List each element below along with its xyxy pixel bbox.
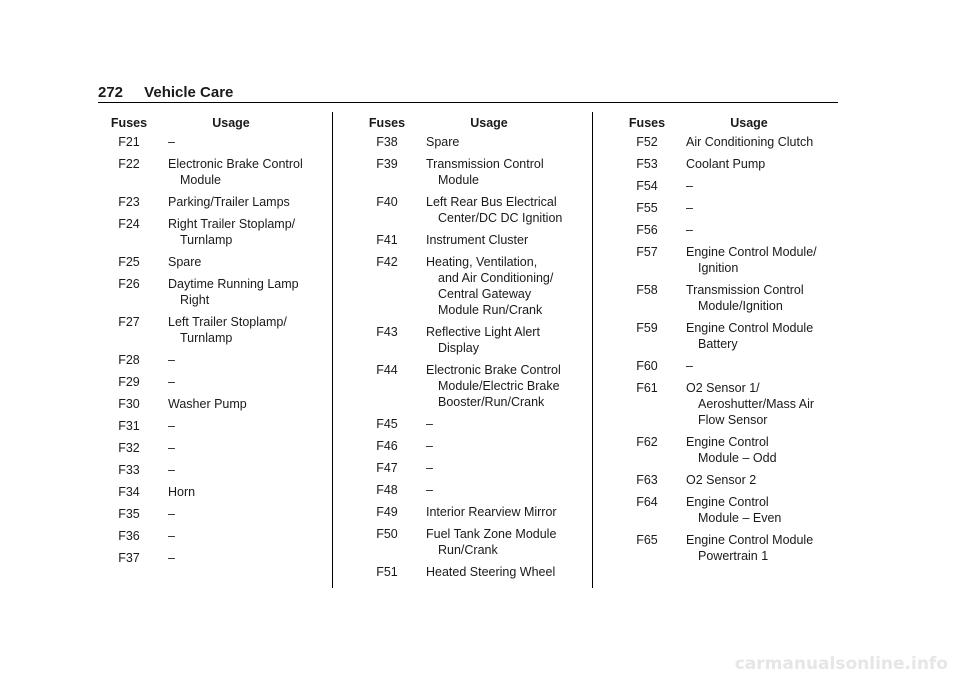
fuse-usage	[160, 134, 306, 150]
fuse-usage-line: Reflective Light Alert	[426, 325, 540, 339]
fuse-id: F30	[118, 397, 140, 411]
fuse-usage-line: O2 Sensor 1/	[686, 381, 760, 395]
fuse-id: F31	[118, 419, 140, 433]
fuse-usage-line: Module	[438, 173, 479, 187]
fuse-row	[356, 482, 596, 498]
fuse-row	[356, 134, 596, 150]
fuse-row	[616, 134, 856, 150]
fuse-row	[616, 320, 856, 352]
fuse-usage	[418, 504, 564, 520]
fuse-table-column-2	[356, 112, 596, 586]
fuse-usage-line: Module	[180, 173, 221, 187]
fuse-usage-line: Daytime Running Lamp	[168, 277, 299, 291]
fuse-row	[616, 200, 856, 216]
fuse-usage-line: Module – Odd	[698, 451, 777, 465]
fuse-row	[98, 550, 338, 566]
fuse-id: F26	[118, 277, 140, 291]
fuse-usage	[160, 462, 306, 478]
section-title: Vehicle Care	[144, 84, 234, 101]
fuse-usage	[418, 254, 564, 318]
fuse-usage-line: Engine Control Module/	[686, 245, 817, 259]
fuse-usage	[160, 352, 306, 368]
fuse-row	[616, 358, 856, 374]
fuse-usage-line: –	[426, 439, 433, 453]
fuse-usage-line: Module/Electric Brake	[438, 379, 560, 393]
fuse-usage-line: Left Rear Bus Electrical	[426, 195, 557, 209]
fuse-usage-line: Turnlamp	[180, 233, 233, 247]
fuse-usage-line: Heated Steering Wheel	[426, 565, 556, 579]
fuse-usage-line: –	[426, 461, 433, 475]
usage-heading: Usage	[730, 116, 768, 130]
fuse-row	[98, 134, 338, 150]
fuse-usage	[418, 438, 564, 454]
fuse-id: F65	[636, 533, 658, 547]
fuse-row	[98, 194, 338, 210]
fuse-usage	[678, 244, 824, 276]
fuse-id: F40	[376, 195, 398, 209]
fuse-usage-line: O2 Sensor 2	[686, 473, 757, 487]
fuse-usage	[678, 472, 824, 488]
fuse-usage-line: –	[168, 463, 175, 477]
fuse-id: F62	[636, 435, 658, 449]
fuse-id: F27	[118, 315, 140, 329]
fuse-usage-line: Module Run/Crank	[438, 303, 543, 317]
fuse-row	[356, 416, 596, 432]
fuse-row	[98, 396, 338, 412]
fuse-usage-line: Central Gateway	[438, 287, 532, 301]
fuse-usage-line: Parking/Trailer Lamps	[168, 195, 290, 209]
fuse-row	[616, 494, 856, 526]
fuse-row	[616, 380, 856, 428]
fuse-usage-line: Electronic Brake Control	[426, 363, 561, 377]
fuse-usage-line: Display	[438, 341, 479, 355]
fuse-usage	[160, 484, 306, 500]
fuse-id: F46	[376, 439, 398, 453]
fuse-id: F39	[376, 157, 398, 171]
fuse-usage	[418, 460, 564, 476]
fuse-row	[98, 418, 338, 434]
fuse-usage-line: Run/Crank	[438, 543, 498, 557]
fuse-usage-line: –	[168, 507, 175, 521]
fuse-usage	[418, 362, 564, 410]
fuse-usage-line: Coolant Pump	[686, 157, 766, 171]
fuse-row	[616, 532, 856, 564]
fuse-usage-line: Aeroshutter/Mass Air	[698, 397, 815, 411]
fuse-usage-line: –	[168, 551, 175, 565]
fuse-usage-line: Engine Control Module	[686, 533, 814, 547]
fuses-heading: Fuses	[110, 116, 148, 130]
usage-heading: Usage	[470, 116, 508, 130]
fuse-usage	[678, 282, 824, 314]
fuse-id: F35	[118, 507, 140, 521]
fuse-row	[356, 156, 596, 188]
fuse-usage	[160, 440, 306, 456]
fuse-id: F21	[118, 135, 140, 149]
fuse-table-column-3	[616, 112, 856, 570]
fuse-row	[98, 484, 338, 500]
fuse-id: F61	[636, 381, 658, 395]
fuse-id: F52	[636, 135, 658, 149]
fuse-usage	[678, 134, 824, 150]
fuse-row	[98, 506, 338, 522]
fuse-id: F34	[118, 485, 140, 499]
fuse-usage-line: Engine Control	[686, 435, 769, 449]
fuse-id: F32	[118, 441, 140, 455]
fuse-usage	[678, 434, 824, 466]
fuse-usage-line: Module/Ignition	[698, 299, 783, 313]
fuse-usage	[160, 506, 306, 522]
fuse-usage-line: Ignition	[698, 261, 739, 275]
fuse-id: F54	[636, 179, 658, 193]
fuse-row	[356, 232, 596, 248]
fuse-id: F51	[376, 565, 398, 579]
fuse-usage	[678, 200, 824, 216]
fuse-usage	[678, 532, 824, 564]
fuse-id: F59	[636, 321, 658, 335]
fuse-id: F57	[636, 245, 658, 259]
fuse-row	[356, 254, 596, 318]
column-divider	[592, 112, 593, 588]
fuse-usage-line: Air Conditioning Clutch	[686, 135, 814, 149]
fuse-row	[98, 528, 338, 544]
fuse-usage	[160, 550, 306, 566]
fuse-id: F42	[376, 255, 398, 269]
fuse-usage-line: –	[686, 179, 693, 193]
fuse-row	[616, 178, 856, 194]
fuse-id: F50	[376, 527, 398, 541]
fuse-usage	[160, 276, 306, 308]
fuse-usage	[418, 156, 564, 188]
fuse-usage-line: Fuel Tank Zone Module	[426, 527, 557, 541]
fuse-id: F23	[118, 195, 140, 209]
fuse-usage-line: Booster/Run/Crank	[438, 395, 545, 409]
fuse-usage	[678, 156, 824, 172]
fuse-id: F60	[636, 359, 658, 373]
fuse-row	[98, 374, 338, 390]
fuse-row	[616, 472, 856, 488]
fuse-usage	[160, 374, 306, 390]
fuse-usage-line: –	[686, 201, 693, 215]
fuse-id: F53	[636, 157, 658, 171]
fuse-id: F47	[376, 461, 398, 475]
fuse-id: F64	[636, 495, 658, 509]
fuse-rows	[98, 134, 338, 566]
fuse-usage-line: Battery	[698, 337, 738, 351]
fuse-id: F28	[118, 353, 140, 367]
fuse-usage	[160, 194, 306, 210]
fuse-usage-line: –	[168, 529, 175, 543]
fuse-id: F38	[376, 135, 398, 149]
fuse-usage-line: Center/DC DC Ignition	[438, 211, 563, 225]
fuse-usage-line: Interior Rearview Mirror	[426, 505, 557, 519]
page-number: 272	[98, 84, 124, 101]
fuse-id: F25	[118, 255, 140, 269]
fuse-usage-line: Electronic Brake Control	[168, 157, 303, 171]
fuse-usage	[678, 380, 824, 428]
fuse-usage-line: Horn	[168, 485, 196, 499]
fuse-row	[616, 222, 856, 238]
fuse-id: F49	[376, 505, 398, 519]
fuse-table-column-1	[98, 112, 338, 572]
fuse-usage	[160, 418, 306, 434]
table-header	[616, 112, 856, 134]
fuse-row	[98, 254, 338, 270]
fuse-usage	[160, 314, 306, 346]
fuse-usage	[418, 526, 564, 558]
fuse-id: F63	[636, 473, 658, 487]
fuse-usage-line: Right Trailer Stoplamp/	[168, 217, 296, 231]
fuse-id: F48	[376, 483, 398, 497]
fuse-usage	[678, 494, 824, 526]
fuse-usage	[418, 232, 564, 248]
fuse-rows	[616, 134, 856, 564]
page-header	[98, 84, 233, 101]
fuse-id: F55	[636, 201, 658, 215]
fuse-usage-line: Engine Control	[686, 495, 769, 509]
fuse-row	[616, 244, 856, 276]
fuse-usage-line: Spare	[168, 255, 202, 269]
fuse-row	[98, 352, 338, 368]
fuse-usage-line: Spare	[426, 135, 460, 149]
fuse-usage-line: –	[168, 353, 175, 367]
fuse-usage	[418, 482, 564, 498]
fuse-usage-line: –	[686, 359, 693, 373]
fuse-usage-line: –	[168, 135, 175, 149]
fuse-usage-line: Heating, Ventilation,	[426, 255, 538, 269]
fuse-row	[98, 440, 338, 456]
fuse-usage-line: Transmission Control	[426, 157, 544, 171]
fuse-usage	[418, 324, 564, 356]
fuse-usage-line: Flow Sensor	[698, 413, 768, 427]
fuse-usage	[678, 358, 824, 374]
fuse-row	[356, 194, 596, 226]
fuse-row	[356, 438, 596, 454]
fuse-usage	[160, 156, 306, 188]
fuse-id: F41	[376, 233, 398, 247]
fuse-row	[356, 504, 596, 520]
fuse-row	[356, 362, 596, 410]
fuse-usage-line: –	[168, 375, 175, 389]
fuse-row	[98, 314, 338, 346]
fuse-row	[356, 526, 596, 558]
table-header	[98, 112, 338, 134]
fuse-usage-line: –	[426, 483, 433, 497]
fuse-row	[616, 282, 856, 314]
fuse-row	[98, 216, 338, 248]
fuse-row	[98, 276, 338, 308]
header-rule	[98, 102, 838, 103]
fuse-usage	[160, 254, 306, 270]
fuse-usage-line: Left Trailer Stoplamp/	[168, 315, 287, 329]
fuse-usage-line: and Air Conditioning/	[438, 271, 554, 285]
fuse-row	[356, 324, 596, 356]
fuse-usage	[418, 194, 564, 226]
fuse-usage	[678, 178, 824, 194]
fuse-id: F58	[636, 283, 658, 297]
fuse-id: F44	[376, 363, 398, 377]
usage-heading: Usage	[212, 116, 250, 130]
watermark: carmanualsonline.info	[734, 654, 948, 674]
fuse-usage-line: Powertrain 1	[698, 549, 769, 563]
fuse-usage	[678, 222, 824, 238]
fuse-row	[98, 462, 338, 478]
fuse-usage-line: Washer Pump	[168, 397, 247, 411]
table-header	[356, 112, 596, 134]
fuse-row	[356, 564, 596, 580]
fuse-rows	[356, 134, 596, 580]
fuse-usage	[160, 396, 306, 412]
fuse-row	[616, 156, 856, 172]
fuse-usage-line: –	[686, 223, 693, 237]
fuse-usage-line: Instrument Cluster	[426, 233, 529, 247]
fuse-usage-line: –	[168, 419, 175, 433]
fuse-id: F33	[118, 463, 140, 477]
fuse-usage	[418, 134, 564, 150]
fuse-id: F24	[118, 217, 140, 231]
fuse-usage	[160, 528, 306, 544]
fuse-usage	[160, 216, 306, 248]
fuse-usage	[678, 320, 824, 352]
fuse-usage-line: Turnlamp	[180, 331, 233, 345]
fuse-id: F45	[376, 417, 398, 431]
fuse-usage	[418, 416, 564, 432]
fuse-id: F36	[118, 529, 140, 543]
fuse-usage-line: Right	[180, 293, 210, 307]
fuse-usage-line: –	[168, 441, 175, 455]
fuses-heading: Fuses	[628, 116, 666, 130]
fuse-usage-line: Transmission Control	[686, 283, 804, 297]
fuse-id: F22	[118, 157, 140, 171]
fuse-row	[616, 434, 856, 466]
fuse-id: F56	[636, 223, 658, 237]
column-divider	[332, 112, 333, 588]
fuse-usage	[418, 564, 564, 580]
fuses-heading: Fuses	[368, 116, 406, 130]
fuse-usage-line: –	[426, 417, 433, 431]
fuse-row	[356, 460, 596, 476]
fuse-usage-line: Module – Even	[698, 511, 782, 525]
fuse-usage-line: Engine Control Module	[686, 321, 814, 335]
fuse-id: F43	[376, 325, 398, 339]
fuse-id: F37	[118, 551, 140, 565]
fuse-id: F29	[118, 375, 140, 389]
fuse-row	[98, 156, 338, 188]
